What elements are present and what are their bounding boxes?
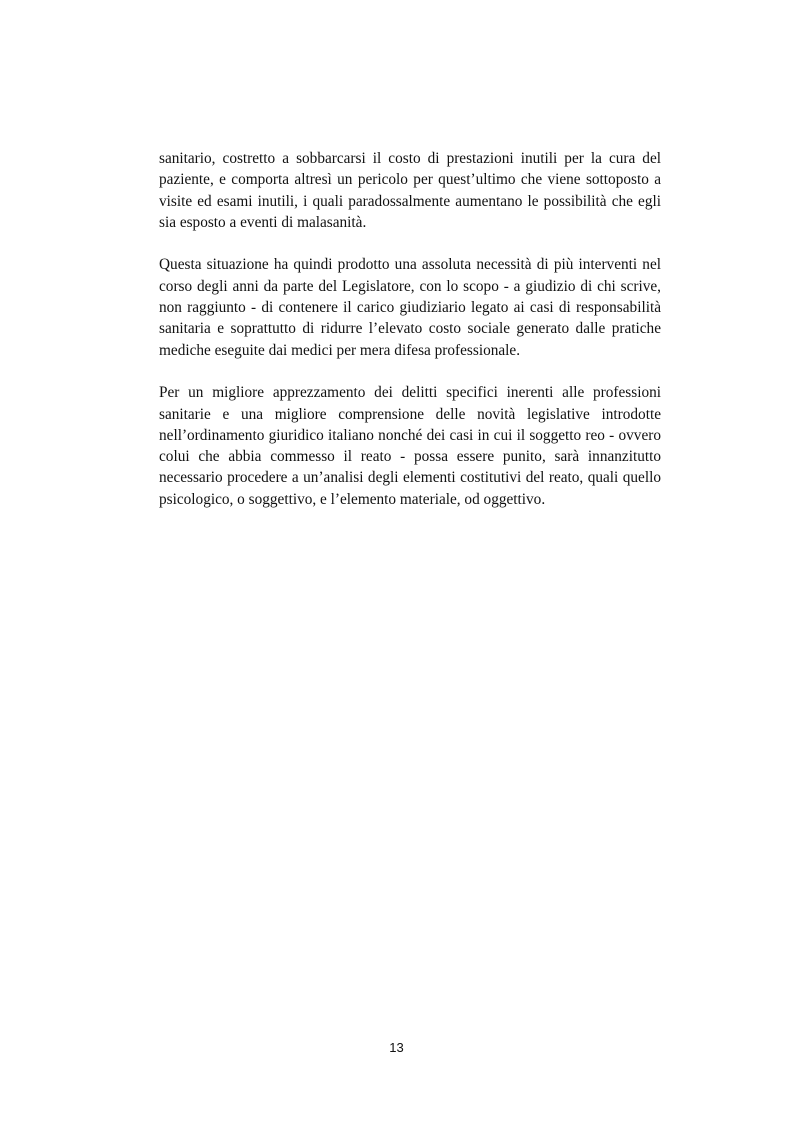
page-number: 13 <box>389 1040 404 1055</box>
paragraph-1: sanitario, costretto a sobbarcarsi il costo di prestazioni inutili per la cura del paziente, e comporta altresì un pericolo per quest’ultimo che viene sottoposto a visite ed esami inutili, i quali paradossalmente aumentano le possibilità che egli sia esposto a eventi di malasanità. <box>159 150 661 231</box>
paragraph-3: Per un migliore apprezzamento dei delitti specifici inerenti alle professioni sanitarie e una migliore comprensione delle novità legislative introdotte nell’ordinamento giuridico italiano nonché dei casi in cui il soggetto reo - ovvero colui che abbia commesso il reato - possa essere punito, sarà innanzitutto necessario procedere a un’analisi degli elementi costitutivi del reato, quali quello psicologico, o soggettivo, e l’elemento materiale, od oggettivo. <box>159 384 661 508</box>
body-text <box>159 148 661 531</box>
paragraph-2: Questa situazione ha quindi prodotto una assoluta necessità di più interventi nel corso degli anni da parte del Legislatore, con lo scopo - a giudizio di chi scrive, non raggiunto - di contenere il carico giudiziario legato ai casi di responsabilità sanitaria e soprattutto di ridurre l’elevato costo sociale generato dalle pratiche mediche eseguite dai medici per mera difesa professionale. <box>159 256 661 359</box>
